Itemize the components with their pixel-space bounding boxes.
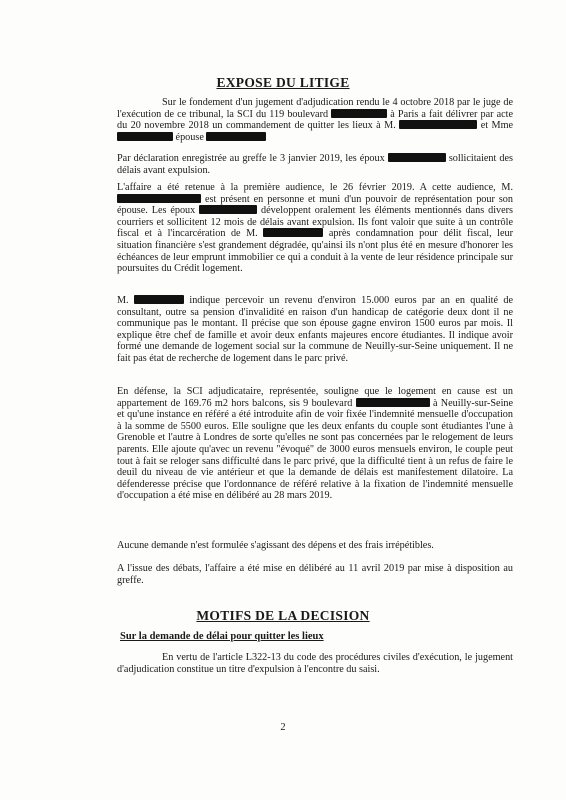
paragraph-7: A l'issue des débats, l'affaire a été mise en délibéré au 11 avril 2019 par mise à disposition au greffe.	[117, 563, 513, 586]
paragraph-1: Sur le fondement d'un jugement d'adjudication rendu le 4 octobre 2018 par le juge de l'exécution de ce tribunal, la SCI du 119 boulevard à Paris a fait délivrer par acte du 20 novembre 2018 un commandement de quitter les lieux à M. et Mme épouse	[117, 97, 514, 143]
page-number: 2	[280, 722, 286, 733]
paragraph-4: M. indique percevoir un revenu d'environ 15.000 euros par an en qualité de consultant, outre sa pension d'invalidité en raison d'un handicap de catégorie deux dont il ne communique pas le montant. Il précise que son épouse gagne environ 1500 euros par mois. Il explique être chef de famille et avoir deux enfants majeures encore étudiantes. Il indique avoir formé une demande de logement social sur la commune de Neuilly-sur-Seine uniquement. Il ne fait pas état de recherche de logement dans le parc privé.	[117, 295, 514, 364]
redaction-bar	[331, 109, 387, 118]
section-heading-expose: EXPOSE DU LITIGE	[216, 75, 350, 90]
redaction-bar	[399, 120, 477, 129]
paragraph-3: L'affaire a été retenue à la première audience, le 26 février 2019. A cette audience, M. est présent en personne et muni d'un pouvoir de représentation pour son épouse. Les époux développent oralement les éléments mentionnés dans divers courriers et sollicitent 12 mois de délais avant expulsion. Ils font valoir que suite à un contrôle fiscal et à l'incarcération de M. après condamnation pour délit fiscal, leur situation financière s'est grandement dégradée, qu'ainsi ils n'ont plus été en mesure d'honorer les échéances de leur emprunt immobilier ce qui a conduit à la vente de leur résidence principale sur poursuites du Crédit logement.	[117, 182, 514, 275]
section-heading-motifs: MOTIFS DE LA DECISION	[196, 608, 370, 623]
redaction-bar	[134, 295, 184, 304]
subheading-delai: Sur la demande de délai pour quitter les lieux	[120, 631, 324, 642]
paragraph-8: En vertu de l'article L322-13 du code des procédures civiles d'exécution, le jugement d'adjudication constitue un titre d'expulsion à l'encontre du saisi.	[117, 652, 513, 675]
redaction-bar	[356, 398, 430, 407]
paragraph-2: Par déclaration enregistrée au greffe le 3 janvier 2019, les époux sollicitaient des délais avant expulsion.	[117, 153, 513, 176]
redaction-bar	[199, 205, 257, 214]
redaction-bar	[388, 153, 446, 162]
redaction-bar	[263, 228, 323, 237]
redaction-bar	[206, 132, 266, 141]
paragraph-6: Aucune demande n'est formulée s'agissant des dépens et des frais irrépétibles.	[117, 540, 434, 551]
redaction-bar	[117, 194, 201, 203]
paragraph-5: En défense, la SCI adjudicataire, représentée, souligne que le logement en cause est un appartement de 169.76 m2 hors balcons, sis 9 boulevard à Neuilly-sur-Seine et qu'une instance en référé a été introduite afin de voir fixée l'indemnité mensuelle d'occupation à la somme de 5500 euros. Elle souligne que les deux enfants du couple sont étudiantes l'une à Grenoble et l'autre à Londres de sorte qu'elles ne sont pas concernées par le relogement de leurs parents. Elle ajoute qu'avec un revenu "évoqué" de 3000 euros mensuels environ, le couple peut tout à fait se reloger sans difficulté dans le parc privé, que la difficulté tient à un refus de faire le deuil du niveau de vie antérieur et que la demande de délais est manifestement dilatoire. La défenderesse précise que l'ordonnance de référé relative à la fixation de l'indemnité mensuelle d'occupation a été mise en délibéré au 28 mars 2019.	[117, 386, 514, 502]
redaction-bar	[117, 132, 173, 141]
